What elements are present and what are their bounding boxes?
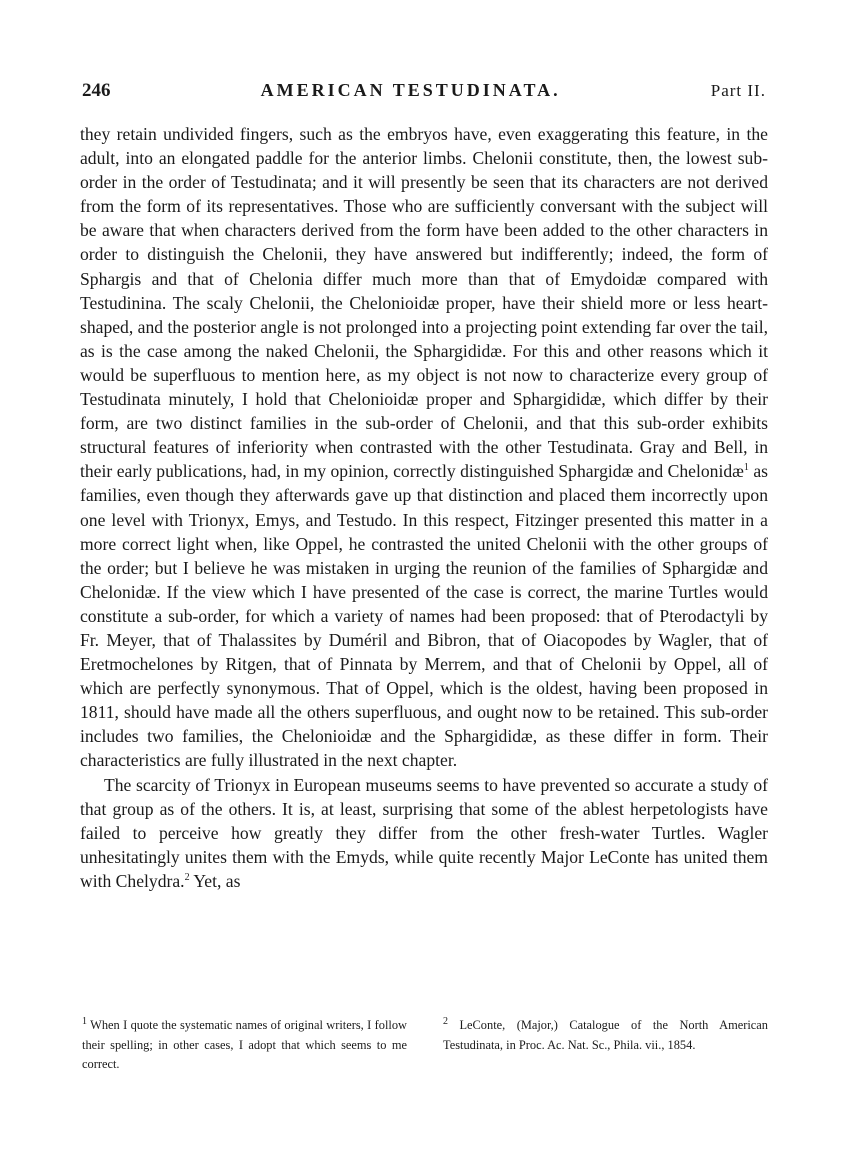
footnote-reference: 1	[743, 462, 749, 474]
page-number: 246	[82, 80, 111, 101]
footnote-text: LeConte, (Major,) Catalogue of the North American Testudinata, in Proc. Ac. Nat. Sc., Phila. vii., 1854.	[443, 1018, 768, 1052]
paragraph-text: they retain undivided fingers, such as the embryos have, even exaggerating this feature, in the adult, into an elongated paddle for the anterior limbs. Chelonii constitute, then, the lowest sub-order in the order of Testudinata; and it will presently be seen that its characters are not derived from the form of its representatives. Those who are sufficiently conversant with the subject will be aware that when characters derived from the form have been added to the other characters in order to distinguish the Chelonii, they have answered but indifferently; indeed, the form of Sphargis and that of Chelonia differ much more than that of Emydoidæ compared with Testudinina. The scaly Chelonii, the Chelonioidæ proper, have their shield more or less heart-shaped, and the posterior angle is not prolonged into a projecting point extending far over the tail, as is the case among the naked Chelonii, the Sphargididæ. For this and other reasons which it would be superfluous to mention here, as my object is not now to characterize every group of Testudinata minutely, I hold that Chelonioidæ proper and Sphargididæ, which differ by their form, are two distinct families in the sub-order of Chelonii, and that this sub-order exhibits structural features of inferiority when contrasted with the other Testudinata. Gray and Bell, in their early publications, had, in my opinion, correctly distinguished Sphargidæ and Chelonidæ	[80, 124, 768, 482]
footnote-reference: 2	[184, 872, 190, 884]
footnotes	[82, 1016, 768, 1075]
paragraph-text: Yet, as	[189, 870, 241, 891]
footnote-mark: 1	[82, 1015, 87, 1027]
part-label: Part II.	[710, 81, 766, 100]
running-header	[82, 80, 766, 108]
paragraph	[80, 122, 768, 773]
footnote-mark: 2	[443, 1015, 448, 1027]
body-text	[80, 122, 768, 893]
footnote	[82, 1016, 407, 1075]
paragraph-text: as families, even though they afterwards gave up that distinction and placed them incorrectly upon one level with Trionyx, Emys, and Testudo. In this respect, Fitzinger presented this matter in a more correct light when, like Oppel, he contrasted the united Chelonii with the other groups of the order; but I believe he was mistaken in urging the reunion of the families of Sphargidæ and Chelonidæ. If the view which I have presented of the case is correct, the marine Turtles would constitute a sub-order, for which a variety of names had been proposed: that of Pterodactyli by Fr. Meyer, that of Thalassites by Duméril and Bibron, that of Oiacopodes by Wagler, that of Eretmochelones by Ritgen, that of Pinnata by Merrem, and that of Chelonii by Oppel, all of which are perfectly synonymous. That of Oppel, which is the oldest, having been proposed in 1811, should have made all the others superfluous, and ought now to be retained. This sub-order includes two families, the Chelonioidæ and the Sphargididæ, as these differ in form. Their characteristics are fully illustrated in the next chapter.	[80, 461, 768, 771]
running-title: AMERICAN TESTUDINATA.	[260, 80, 561, 100]
paragraph-text: The scarcity of Trionyx in European museums seems to have prevented so accurate a study of that group as of the others. It is, at least, surprising that some of the ablest herpetologists have failed to perceive how greatly they differ from the other fresh-water Turtles. Wagler unhesitatingly unites them with the Emyds, while quite recently Major LeConte has united them with Chelydra.	[80, 774, 768, 891]
paragraph	[80, 773, 768, 893]
footnote	[443, 1016, 768, 1075]
footnote-text: When I quote the systematic names of original writers, I follow their spelling; in other cases, I adopt that which seems to me correct.	[82, 1018, 407, 1071]
